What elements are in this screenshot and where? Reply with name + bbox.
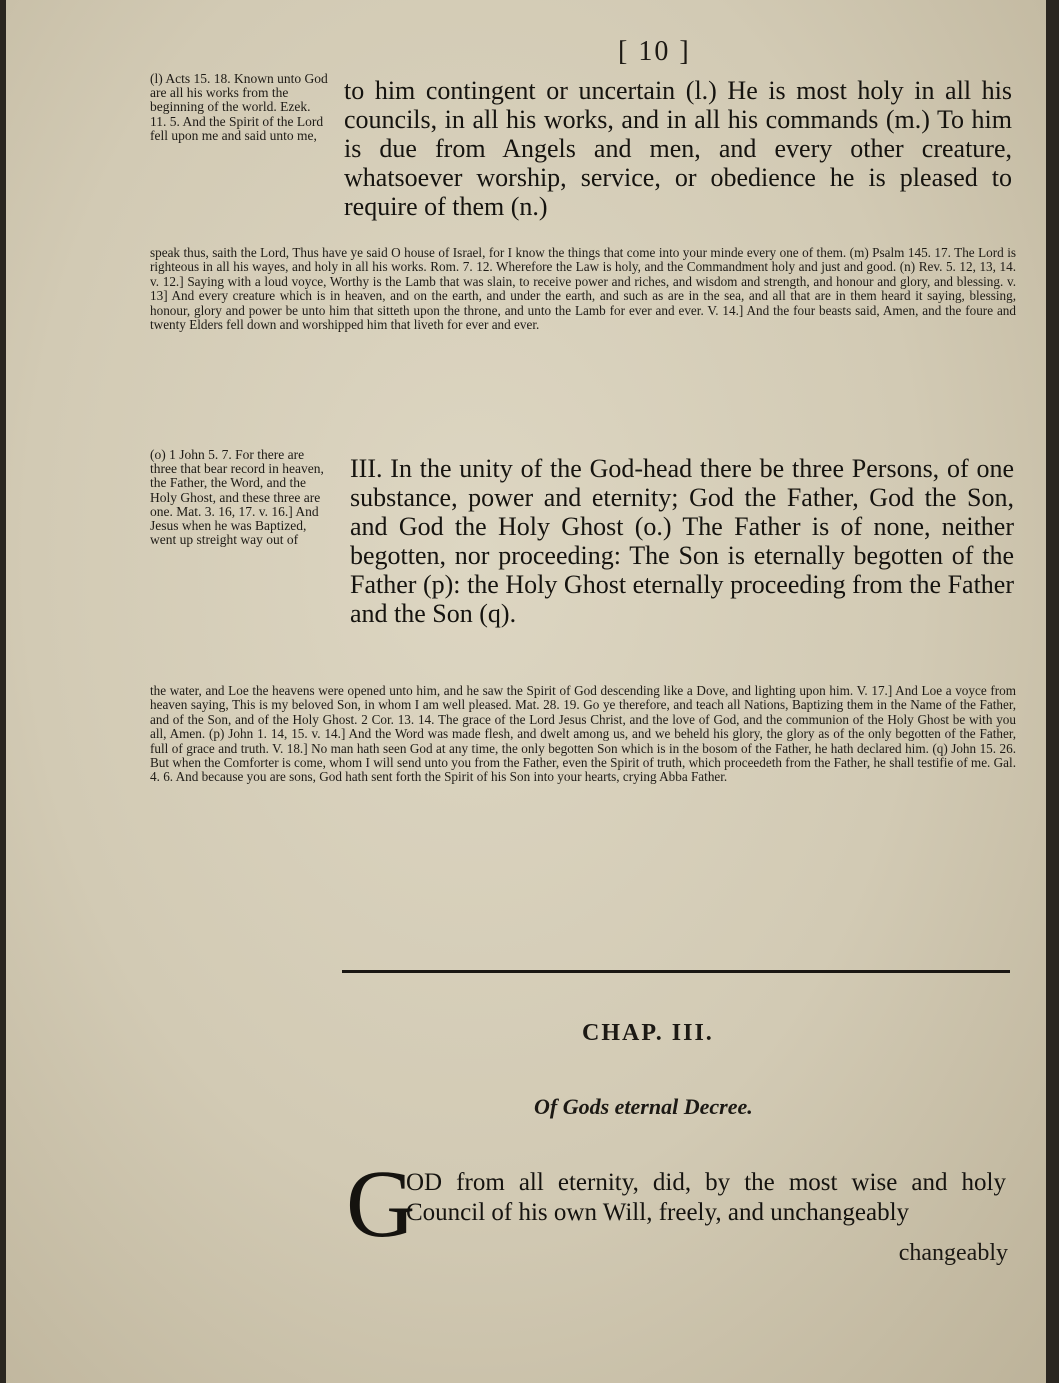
notes-block-2: the water, and Loe the heavens were opened unto him, and he saw the Spirit of God descending like a Dove, and lighting upon him. V. 17.] And Loe a voyce from heaven saying, This is my beloved Son, in whom I am well pleased. Mat. 28. 19. Go ye therefore, and teach all Nations, Baptizing them in the Name of the Father, and of the Son, and of the Holy Ghost. 2 Cor. 13. 14. The grace of the Lord Jesus Christ, and the love of God, and the communion of the Holy Ghost be with you all, Amen. (p) John 1. 14, 15. v. 14.] And the Word was made flesh, and dwelt among us, and we beheld his glory, the glory as of the only begotten of the Father, full of grace and truth. V. 18.] No man hath seen God at any time, the only begotten Son which is in the bosom of the Father, he hath declared him. (q) John 15. 26. But when the Comforter is come, whom I will send unto you from the Father, even the Spirit of truth, which proceedeth from the Father, he shall testifie of me. Gal. 4. 6. And because you are sons, God hath sent forth the Spirit of his Son into your hearts, crying Abba Father. (150, 683, 1016, 785)
chapter-heading: CHAP. III. (582, 1020, 714, 1046)
notes-block-1: speak thus, saith the Lord, Thus have ye said O house of Israel, for I know the things that come into your minde every one of them. (m) Psalm 145. 17. The Lord is righteous in all his wayes, and holy in all his works. Rom. 7. 12. Wherefore the Law is holy, and the Commandment holy and just and good. (n) Rev. 5. 12, 13, 14. v. 12.] Saying with a loud voyce, Worthy is the Lamb that was slain, to receive power and riches, and wisdom and strength, and honour and glory, and blessing. v. 13] And every creature which is in heaven, and on the earth, and under the earth, and such as are in the sea, and all that are in them heard it saying, blessing, honour, glory and power be unto him that sitteth upon the throne, and unto the Lamb for ever and ever. V. 14.] And the four beasts said, Amen, and the foure and twenty Elders fell down and worshipped him that liveth for ever and ever. (150, 245, 1016, 333)
book-page (6, 0, 1046, 1383)
section-rule (342, 970, 1010, 973)
drop-cap: G (346, 1150, 416, 1257)
side-note-1: (l) Acts 15. 18. Known unto God are all his works from the beginning of the world. Ezek. 11. 5. And the Spirit of the Lord fell upon me and said unto me, (150, 71, 328, 143)
side-note-2: (o) 1 John 5. 7. For there are three that bear record in heaven, the Father, the Word, and the Holy Ghost, and these three are one. Mat. 3. 16, 17. v. 16.] And Jesus when he was Baptized, went up streight way out of (150, 447, 324, 548)
chapter-subtitle: Of Gods eternal Decree. (534, 1094, 753, 1119)
main-text-2: III. In the unity of the God-head there be three Persons, of one substance, power and eternity; God the Father, God the Son, and God the Holy Ghost (o.) The Father is of none, neither begotten, nor proceeding: The Son is eternally begotten of the Father (p): the Holy Ghost eternally proceeding from the Father and the Son (q). (350, 454, 1014, 628)
page-number: [ 10 ] (618, 36, 691, 67)
chapter-opening-text: OD from all eternity, did, by the most wise and holy Council of his own Will, freely, and unchangeably (406, 1169, 1006, 1226)
catchword: changeably (898, 1240, 1008, 1266)
main-text-1: to him contingent or uncertain (l.) He is most holy in all his councils, in all his works, and in all his commands (m.) To him is due from Angels and men, and every other creature, whatsoever worship, service, or obedience he is pleased to require of them (n.) (344, 76, 1012, 221)
